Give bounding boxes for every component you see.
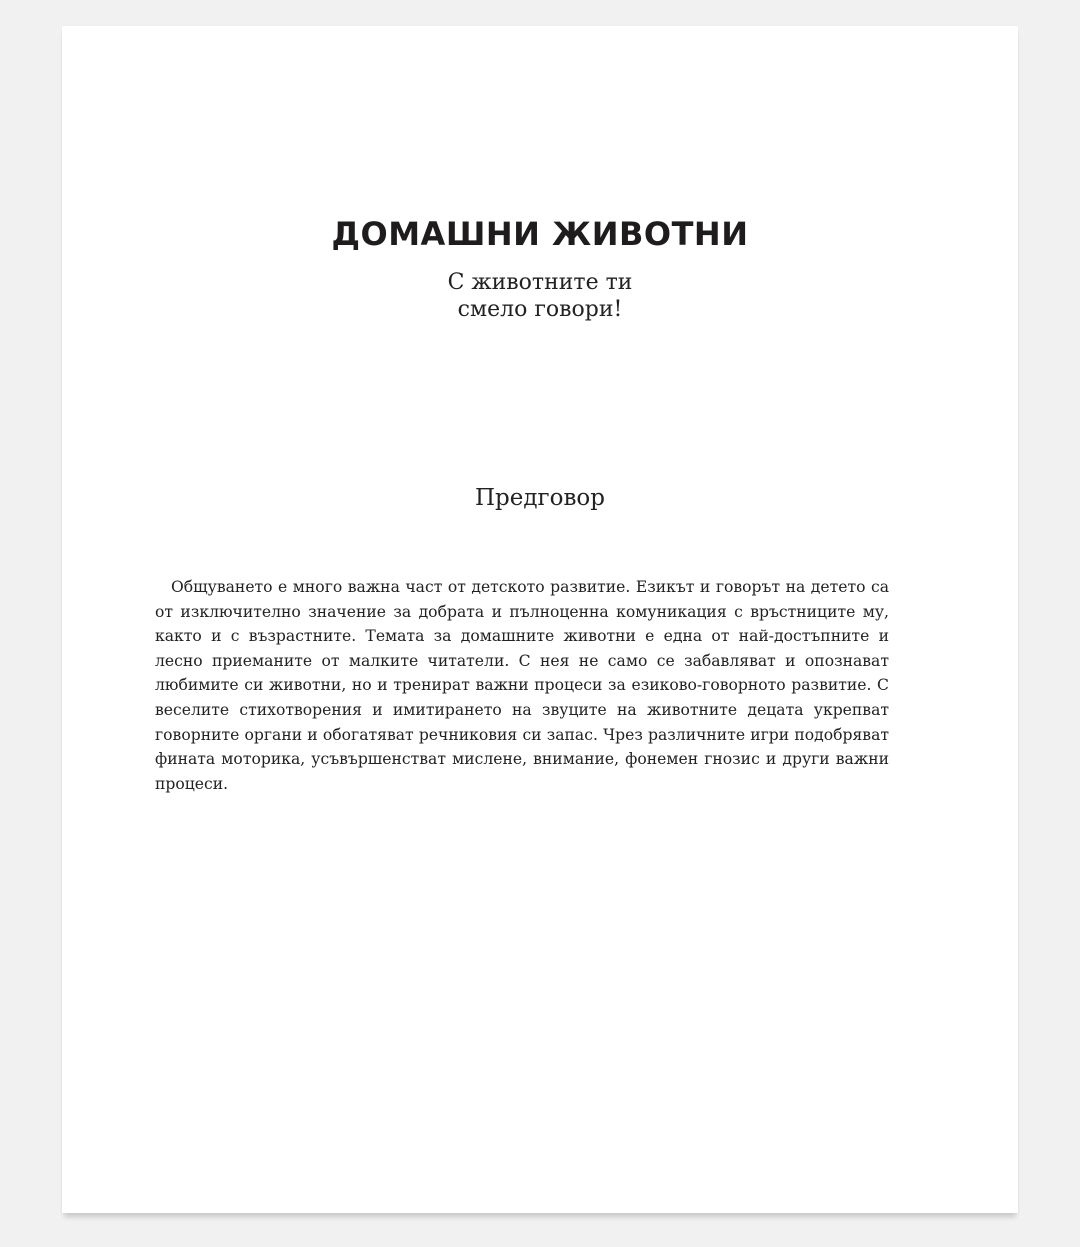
subtitle-line: смело говори! [457, 297, 623, 322]
subtitle [62, 269, 1018, 323]
preface-paragraph: Общуването е много важна част от детското развитие. Езикът и говорът на детето са от изключително значение за добрата и пълноценна комуникация с връстниците му, както и с възрастните. Темата за домашните животни е една от най-достъпните и лесно приеманите от малките читатели. С нея не само се забавляват и опознават любимите си животни, но и тренират важни процеси за езиково-говорното развитие. С веселите стихотворения и имитирането на звуците на животните децата укрепват говорните органи и обогатяват речниковия си запас. Чрез различните игри подобряват фината моторика, усъвършенстват мислене, внимание, фонемен гнозис и други важни процеси. [155, 578, 889, 793]
preface-heading: Предговор [475, 485, 605, 511]
subtitle-line: С животните ти [447, 270, 633, 295]
document-page [62, 26, 1018, 1213]
page-title: ДОМАШНИ ЖИВОТНИ [331, 215, 749, 253]
